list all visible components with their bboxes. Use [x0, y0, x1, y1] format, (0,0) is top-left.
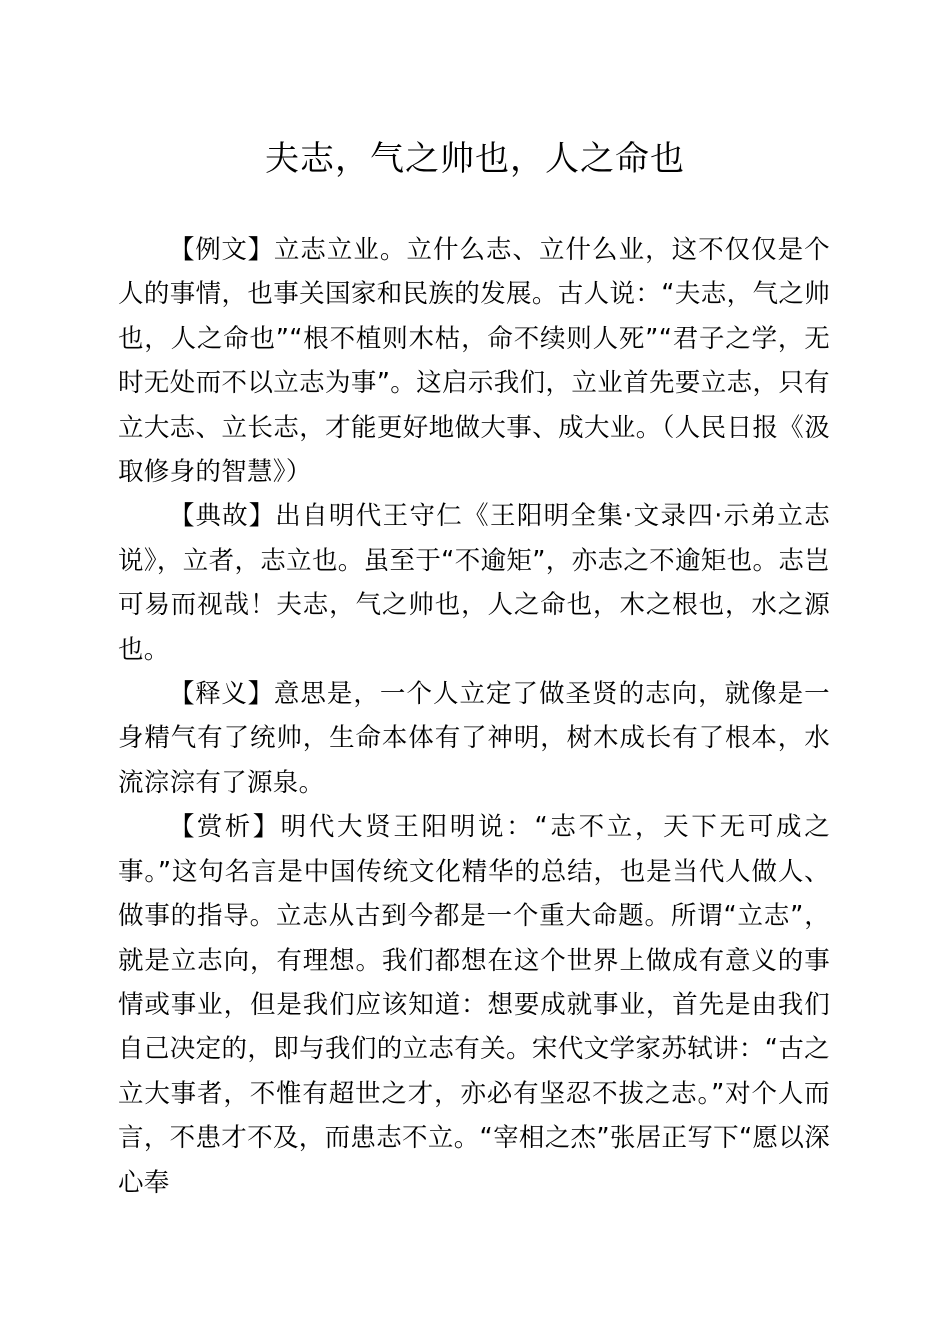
- section-tag: 【释义】: [169, 679, 274, 710]
- paragraph-allusion: [118, 494, 830, 672]
- document-body: [118, 228, 830, 1205]
- section-tag: 【典故】: [169, 501, 276, 532]
- paragraph-appreciation: [118, 805, 830, 1205]
- section-text: 明代大贤王阳明说：“志不立，天下无可成之事。”这句名言是中国传统文化精华的总结，也是当代人做人、做事的指导。立志从古到今都是一个重大命题。所谓“立志”，就是立志向，有理想。我们都想在这个世界上做成有意义的事情或事业，但是我们应该知道：想要成就事业，首先是由我们自己决定的，即与我们的立志有关。宋代文学家苏轼讲：“古之立大事者，不惟有超世之才，亦必有坚忍不拔之志。”对个人而言，不患才不及，而患志不立。“宰相之杰”张居正写下“愿以深心奉: [118, 812, 830, 1198]
- section-tag: 【例文】: [169, 235, 274, 265]
- section-text: 立志立业。立什么志、立什么业，这不仅仅是个人的事情，也事关国家和民族的发展。古人说：“夫志，气之帅也，人之命也”“根不植则木枯，命不续则人死”“君子之学，无时无处而不以立志为事”。这启示我们，立业首先要立志，只有立大志、立长志，才能更好地做大事、成大业。（人民日报《汲取修身的智慧》）: [118, 235, 830, 488]
- section-text: 意思是，一个人立定了做圣贤的志向，就像是一身精气有了统帅，生命本体有了神明，树木成长有了根本，水流淙淙有了源泉。: [118, 679, 830, 798]
- section-text: 出自明代王守仁《王阳明全集·文录四·示弟立志说》，立者，志立也。虽至于“不逾矩”，亦志之不逾矩也。志岂可易而视哉！夫志，气之帅也，人之命也，木之根也，水之源也。: [118, 501, 830, 665]
- paragraph-example: [118, 228, 830, 494]
- paragraph-interpretation: [118, 672, 830, 805]
- section-tag: 【赏析】: [169, 812, 281, 843]
- document-title: 夫志，气之帅也，人之命也: [265, 139, 685, 179]
